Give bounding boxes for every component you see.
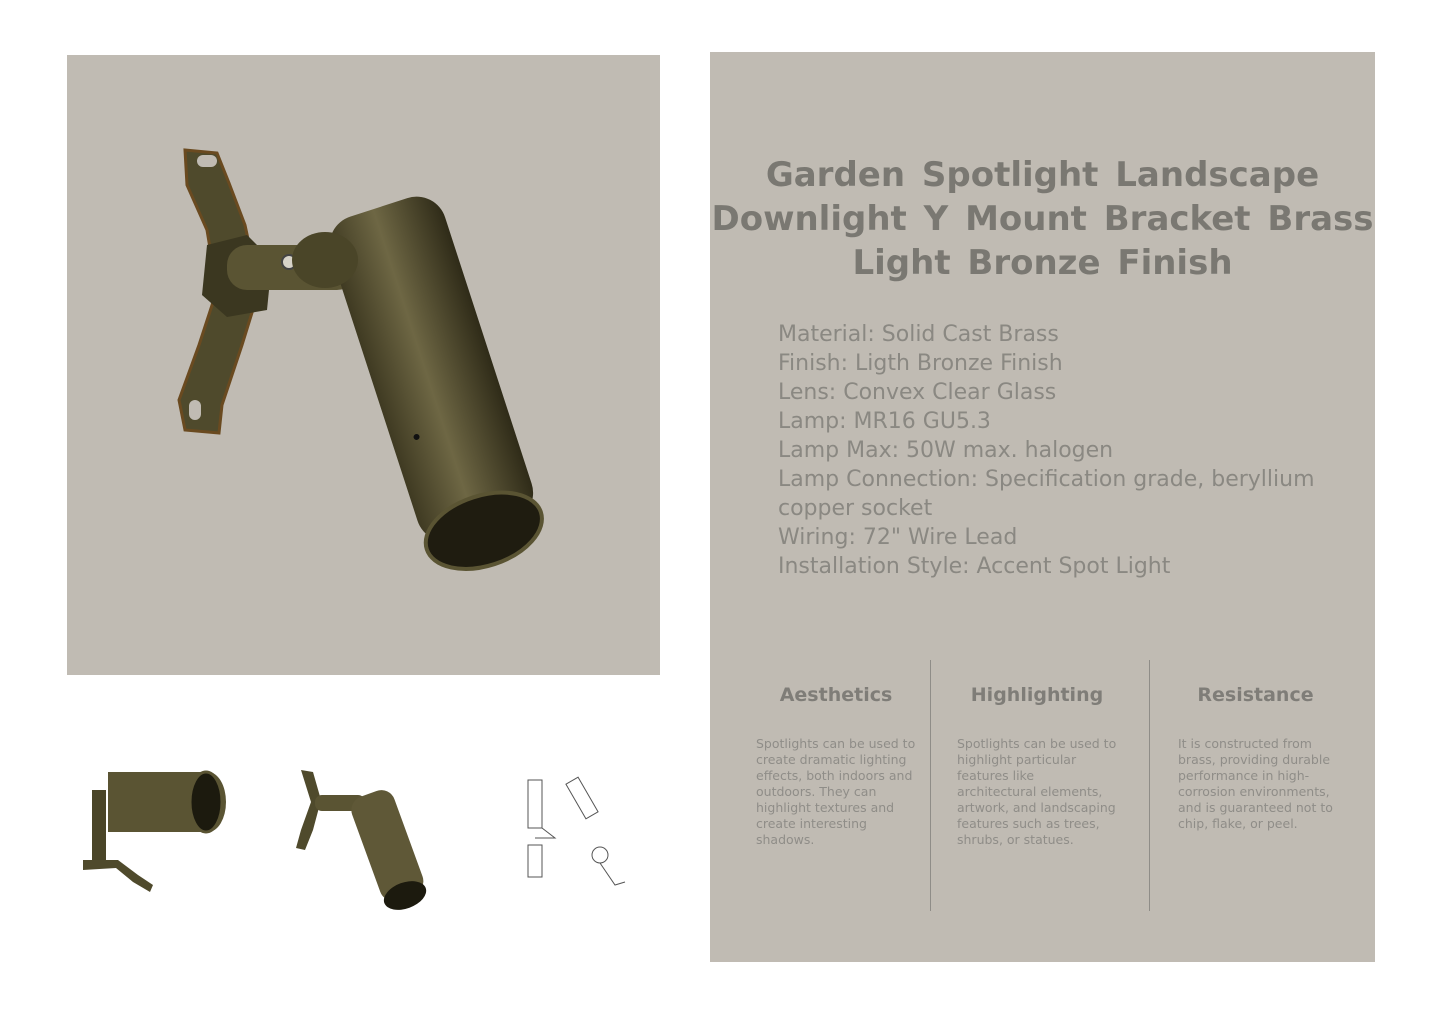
product-title-line: Light Bronze Finish bbox=[852, 242, 1233, 283]
product-info-panel bbox=[710, 52, 1375, 962]
thumbnail-spotlight-icon bbox=[78, 750, 238, 910]
product-title-line: Garden Spotlight Landscape bbox=[765, 154, 1320, 195]
feature-heading: Aesthetics bbox=[779, 684, 893, 706]
product-title-line: Downlight Y Mount Bracket Brass bbox=[711, 198, 1374, 239]
spotlight-illustration bbox=[67, 55, 660, 675]
spec-list bbox=[778, 320, 1338, 581]
feature-text: Spotlights can be used to highlight particular features like architectural elements, artwork, and landscaping features such as trees, shrubs, or statues. bbox=[957, 736, 1117, 847]
thumbnail-technical-drawing[interactable] bbox=[520, 750, 680, 910]
product-title bbox=[710, 153, 1375, 285]
thumbnail-front-view[interactable] bbox=[78, 750, 238, 910]
spec-lamp: Lamp: MR16 GU5.3 bbox=[778, 409, 991, 434]
feature-aesthetics bbox=[756, 684, 916, 848]
thumbnail-side-view[interactable] bbox=[293, 750, 453, 910]
spec-lens: Lens: Convex Clear Glass bbox=[778, 380, 1057, 405]
spec-lamp-max: Lamp Max: 50W max. halogen bbox=[778, 438, 1114, 463]
feature-text: It is constructed from brass, providing durable performance in high-corrosion environments, and is guaranteed not to chip, flake, or peel. bbox=[1178, 736, 1333, 831]
feature-heading: Resistance bbox=[1197, 684, 1314, 706]
spec-installation-style: Installation Style: Accent Spot Light bbox=[778, 554, 1171, 579]
feature-text: Spotlights can be used to create dramatic lighting effects, both indoors and outdoors. They can highlight textures and create interesting shadows. bbox=[756, 736, 916, 847]
spec-lamp-connection-cont: copper socket bbox=[778, 496, 933, 521]
feature-resistance bbox=[1178, 684, 1333, 832]
column-divider bbox=[930, 660, 931, 911]
spec-material: Material: Solid Cast Brass bbox=[778, 322, 1059, 347]
feature-highlighting bbox=[957, 684, 1117, 848]
spec-lamp-connection: Lamp Connection: Specification grade, beryllium bbox=[778, 467, 1315, 492]
spec-finish: Finish: Ligth Bronze Finish bbox=[778, 351, 1063, 376]
thumbnail-spotlight-icon bbox=[293, 750, 453, 910]
feature-heading: Highlighting bbox=[970, 684, 1104, 706]
spec-wiring: Wiring: 72" Wire Lead bbox=[778, 525, 1018, 550]
main-product-image bbox=[67, 55, 660, 675]
column-divider bbox=[1149, 660, 1150, 911]
technical-drawing-icon bbox=[520, 750, 680, 910]
